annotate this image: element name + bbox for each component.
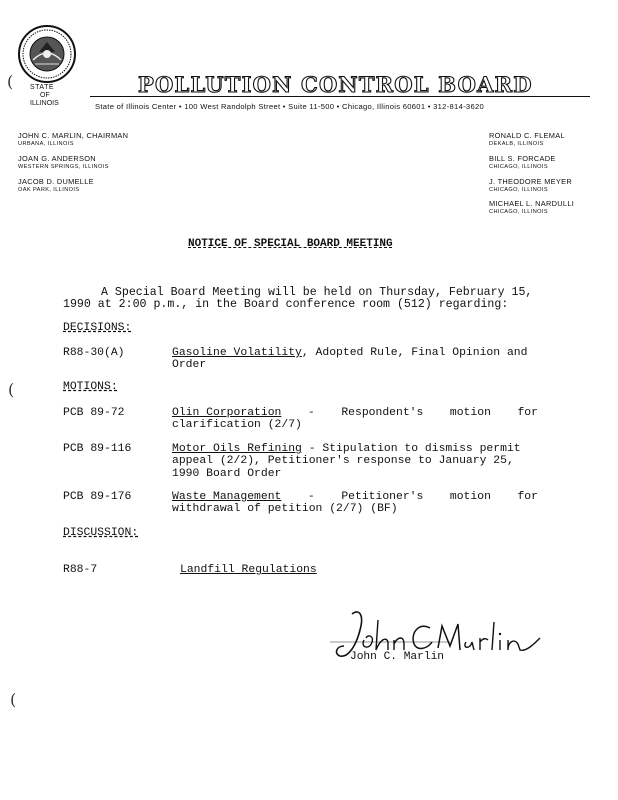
motion-item-text xyxy=(172,407,538,432)
intro-line-2: 1990 at 2:00 p.m., in the Board conference room (512) regarding: xyxy=(63,298,509,311)
motions-heading: MOTIONS: xyxy=(63,381,118,393)
item-word: motion xyxy=(449,491,491,503)
seal-caption-of: OF xyxy=(40,92,50,99)
decisions-heading: DECISIONS: xyxy=(63,322,132,334)
item-code: PCB 89-72 xyxy=(63,407,125,419)
item-word: Petitioner's xyxy=(341,491,424,503)
item-word: for xyxy=(517,491,538,503)
item-code: R88-30(A) xyxy=(63,347,125,359)
item-subject: Landfill Regulations xyxy=(180,564,317,576)
board-address: State of Illinois Center • 100 West Randolph Street • Suite 11-500 • Chicago, Illinois 60601 • 312-814-3620 xyxy=(95,102,485,111)
item-subject: Waste Management xyxy=(172,491,282,503)
member-location: CHICAGO, ILLINOIS xyxy=(489,187,549,193)
discussion-heading: DISCUSSION: xyxy=(63,527,139,539)
item-code: PCB 89-176 xyxy=(63,491,132,503)
motion-item-text xyxy=(172,491,538,516)
item-description: Order xyxy=(172,359,207,372)
member-name: BILL S. FORCADE xyxy=(489,154,556,163)
item-description: - Stipulation to dismiss permit xyxy=(301,443,521,455)
margin-hole-mark: ( xyxy=(7,72,14,91)
item-code: R88-7 xyxy=(63,564,98,576)
intro-line-1: A Special Board Meeting will be held on Thursday, February 15, xyxy=(101,286,533,299)
item-description: , Adopted Rule, Final Opinion and xyxy=(301,347,528,359)
illinois-state-seal xyxy=(17,24,77,84)
member-name: J. THEODORE MEYER xyxy=(489,177,572,186)
item-description: 1990 Board Order xyxy=(172,467,282,480)
member-location: WESTERN SPRINGS, ILLINOIS xyxy=(18,164,109,170)
header-rule xyxy=(90,96,590,97)
item-subject: Olin Corporation xyxy=(172,407,282,419)
item-description: clarification (2/7) xyxy=(172,419,302,432)
item-word: - xyxy=(307,491,315,503)
item-description: appeal (2/2), Petitioner's response to January 25, xyxy=(172,455,514,468)
member-location: CHICAGO, ILLINOIS xyxy=(489,164,549,170)
board-title: POLLUTION CONTROL BOARD xyxy=(138,72,533,97)
item-word: Respondent's xyxy=(341,407,424,419)
member-name: JACOB D. DUMELLE xyxy=(18,177,94,186)
member-location: OAK PARK, ILLINOIS xyxy=(18,187,80,193)
member-name: JOHN C. MARLIN, CHAIRMAN xyxy=(18,131,129,140)
member-name: RONALD C. FLEMAL xyxy=(489,131,565,140)
notice-title: NOTICE OF SPECIAL BOARD MEETING xyxy=(188,238,393,250)
margin-hole-mark: ( xyxy=(10,690,17,709)
decision-item-text xyxy=(172,347,542,372)
item-description: withdrawal of petition (2/7) (BF) xyxy=(172,503,398,516)
margin-hole-mark: ( xyxy=(8,380,15,399)
seal-caption-illinois: ILLINOIS xyxy=(30,100,59,107)
motion-item-text xyxy=(172,443,542,480)
item-word: for xyxy=(517,407,538,419)
member-name: MICHAEL L. NARDULLI xyxy=(489,199,575,208)
item-subject: Gasoline Volatility xyxy=(172,347,302,359)
discussion-item-text xyxy=(180,564,317,576)
signer-name: John C. Marlin xyxy=(350,651,444,663)
item-word: motion xyxy=(449,407,491,419)
member-name: JOAN G. ANDERSON xyxy=(18,154,96,163)
item-word: - xyxy=(307,407,315,419)
item-code: PCB 89-116 xyxy=(63,443,132,455)
item-subject: Motor Oils Refining xyxy=(172,443,302,455)
seal-caption-state: STATE xyxy=(30,84,55,91)
member-location: CHICAGO, ILLINOIS xyxy=(489,209,549,215)
member-location: DEKALB, ILLINOIS xyxy=(489,141,544,147)
member-location: URBANA, ILLINOIS xyxy=(18,141,74,147)
